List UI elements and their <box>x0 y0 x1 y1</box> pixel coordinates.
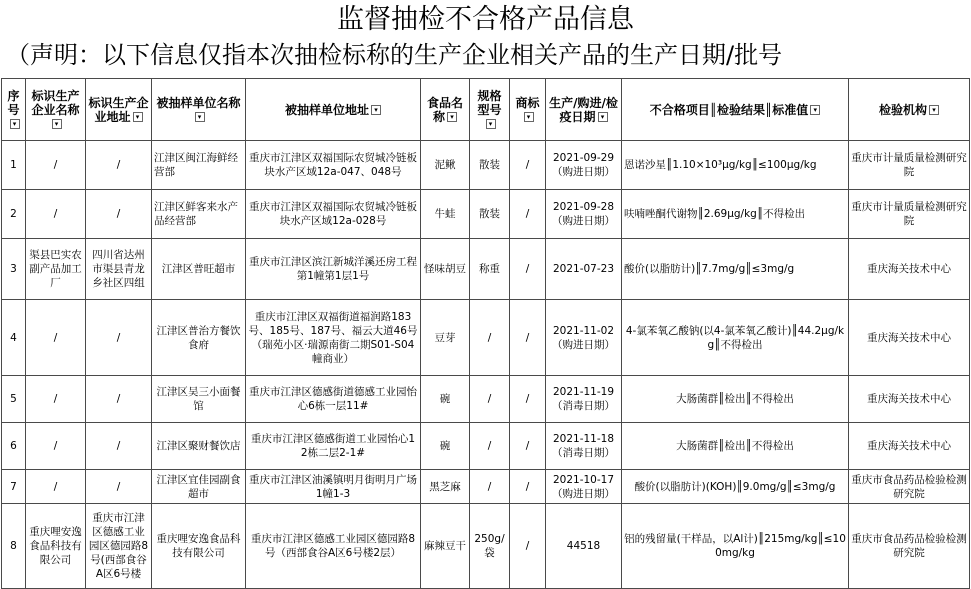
col-header-brand[interactable]: 商标▾ <box>510 79 546 141</box>
cell-spec[interactable]: 称重 <box>470 239 510 300</box>
filter-dropdown-icon: ▾ <box>929 105 939 115</box>
cell-agency[interactable]: 重庆市食品药品检验检测研究院 <box>849 470 970 504</box>
cell-seq[interactable]: 3 <box>2 239 26 300</box>
cell-agency[interactable]: 重庆海关技术中心 <box>849 376 970 423</box>
cell-brand[interactable]: / <box>510 300 546 376</box>
cell-unit-addr[interactable]: 重庆市江津区油溪镇明月街明月广场1幢1-3 <box>246 470 421 504</box>
cell-mfr-name[interactable]: / <box>26 190 86 239</box>
col-header-unit-addr[interactable]: 被抽样单位地址 ▾ <box>246 79 421 141</box>
col-header-unit-name[interactable]: 被抽样单位名称▾ <box>152 79 246 141</box>
cell-date[interactable]: 2021-11-18（消毒日期） <box>546 423 622 470</box>
cell-unit-addr[interactable]: 重庆市江津区德感街道德感工业园怡心6栋一层11# <box>246 376 421 423</box>
page-title: 监督抽检不合格产品信息 <box>337 4 634 35</box>
cell-mfr-addr[interactable]: / <box>86 376 152 423</box>
cell-unit-name[interactable]: 江津区宜佳园副食超市 <box>152 470 246 504</box>
cell-unit-name[interactable]: 江津区吴三小面餐馆 <box>152 376 246 423</box>
cell-agency[interactable]: 重庆海关技术中心 <box>849 239 970 300</box>
cell-unit-name[interactable]: 江津区普治方餐饮食府 <box>152 300 246 376</box>
cell-unit-name[interactable]: 江津区聚财餐饮店 <box>152 423 246 470</box>
cell-date[interactable]: 44518 <box>546 504 622 589</box>
cell-agency[interactable]: 重庆海关技术中心 <box>849 423 970 470</box>
cell-food-name[interactable]: 碗 <box>421 376 470 423</box>
cell-item[interactable]: 恩诺沙星║1.10×10³μg/kg║≤100μg/kg <box>622 141 849 190</box>
cell-unit-addr[interactable]: 重庆市江津区双福街道福润路183号、185号、187号、福云大道46号（瑞苑小区·瑞源南街二期S01-S04幢商业） <box>246 300 421 376</box>
table-row <box>2 190 970 239</box>
cell-food-name[interactable]: 泥鳅 <box>421 141 470 190</box>
table-row <box>2 376 970 423</box>
cell-brand[interactable]: / <box>510 190 546 239</box>
table-row <box>2 470 970 504</box>
cell-item[interactable]: 4-氯苯氧乙酸钠(以4-氯苯氧乙酸计)║44.2μg/kg║不得检出 <box>622 300 849 376</box>
cell-mfr-addr[interactable]: / <box>86 141 152 190</box>
cell-date[interactable]: 2021-11-19（消毒日期） <box>546 376 622 423</box>
cell-spec[interactable]: / <box>470 376 510 423</box>
cell-agency[interactable]: 重庆市计量质量检测研究院 <box>849 141 970 190</box>
cell-mfr-addr[interactable]: / <box>86 470 152 504</box>
cell-mfr-name[interactable]: / <box>26 376 86 423</box>
cell-unit-name[interactable]: 江津区鲜客来水产品经营部 <box>152 190 246 239</box>
cell-unit-name[interactable]: 江津区闽江海鲜经营部 <box>152 141 246 190</box>
cell-unit-addr[interactable]: 重庆市江津区滨江新城洋溪还房工程第1幢第1层1号 <box>246 239 421 300</box>
cell-seq[interactable]: 1 <box>2 141 26 190</box>
cell-food-name[interactable]: 牛蛙 <box>421 190 470 239</box>
cell-spec[interactable]: 散装 <box>470 141 510 190</box>
col-header-food-name[interactable]: 食品名称 ▾ <box>421 79 470 141</box>
cell-brand[interactable]: / <box>510 504 546 589</box>
cell-food-name[interactable]: 豆芽 <box>421 300 470 376</box>
col-header-agency[interactable]: 检验机构 ▾ <box>849 79 970 141</box>
table-row <box>2 423 970 470</box>
filter-dropdown-icon: ▾ <box>524 112 534 122</box>
cell-date[interactable]: 2021-09-28（购进日期） <box>546 190 622 239</box>
cell-date[interactable]: 2021-11-02（购进日期） <box>546 300 622 376</box>
cell-unit-addr[interactable]: 重庆市江津区双福国际农贸城冷链板块水产区域12a-028号 <box>246 190 421 239</box>
cell-seq[interactable]: 6 <box>2 423 26 470</box>
cell-unit-addr[interactable]: 重庆市江津区德感街道工业园怡心12栋二层2-1# <box>246 423 421 470</box>
cell-item[interactable]: 呋喃唑酮代谢物║2.69μg/kg║不得检出 <box>622 190 849 239</box>
cell-mfr-addr[interactable]: / <box>86 300 152 376</box>
cell-mfr-name[interactable]: / <box>26 141 86 190</box>
cell-unit-name[interactable]: 江津区普旺超市 <box>152 239 246 300</box>
cell-item[interactable]: 酸价(以脂肪计)(KOH)║9.0mg/g║≤3mg/g <box>622 470 849 504</box>
cell-brand[interactable]: / <box>510 239 546 300</box>
filter-dropdown-icon: ▾ <box>10 119 20 129</box>
cell-brand[interactable]: / <box>510 141 546 190</box>
cell-brand[interactable]: / <box>510 376 546 423</box>
cell-spec[interactable]: / <box>470 423 510 470</box>
cell-mfr-addr[interactable]: / <box>86 423 152 470</box>
cell-spec[interactable]: 250g/袋 <box>470 504 510 589</box>
cell-spec[interactable]: / <box>470 470 510 504</box>
cell-item[interactable]: 铝的残留量(干样品，以Al计)║215mg/kg║≤100mg/kg <box>622 504 849 589</box>
cell-food-name[interactable]: 麻辣豆干 <box>421 504 470 589</box>
cell-mfr-name[interactable]: 重庆哩安逸食品科技有限公司 <box>26 504 86 589</box>
cell-mfr-addr[interactable]: / <box>86 190 152 239</box>
cell-agency[interactable]: 重庆市食品药品检验检测研究院 <box>849 504 970 589</box>
filter-dropdown-icon: ▾ <box>195 112 205 122</box>
unqualified-products-table <box>1 78 970 589</box>
col-header-seq[interactable]: 序号▾ <box>2 79 26 141</box>
filter-dropdown-icon: ▾ <box>52 119 62 129</box>
disclaimer: （声明：以下信息仅指本次抽检标称的生产企业相关产品的生产日期/批号 <box>6 41 783 69</box>
cell-seq[interactable]: 7 <box>2 470 26 504</box>
cell-mfr-addr[interactable]: 重庆市江津区德感工业园区德园路8号(西部食谷A区6号楼 <box>86 504 152 589</box>
cell-unit-addr[interactable]: 重庆市江津区德感工业园区德园路8号（西部食谷A区6号楼2层） <box>246 504 421 589</box>
cell-date[interactable]: 2021-10-17（购进日期） <box>546 470 622 504</box>
cell-food-name[interactable]: 黑芝麻 <box>421 470 470 504</box>
cell-item[interactable]: 酸价(以脂肪计)║7.7mg/g║≤3mg/g <box>622 239 849 300</box>
table-row <box>2 504 970 589</box>
header-row <box>2 79 970 141</box>
cell-mfr-addr[interactable]: 四川省达州市渠县青龙乡社区四组 <box>86 239 152 300</box>
cell-mfr-name[interactable]: 渠县巴实农副产品加工厂 <box>26 239 86 300</box>
filter-dropdown-icon: ▾ <box>486 119 496 129</box>
cell-date[interactable]: 2021-09-29（购进日期） <box>546 141 622 190</box>
col-header-date[interactable]: 生产/购进/检疫日期 ▾ <box>546 79 622 141</box>
cell-date[interactable]: 2021-07-23 <box>546 239 622 300</box>
cell-seq[interactable]: 8 <box>2 504 26 589</box>
table-row <box>2 239 970 300</box>
cell-mfr-name[interactable]: / <box>26 300 86 376</box>
filter-dropdown-icon: ▾ <box>371 105 381 115</box>
filter-dropdown-icon: ▾ <box>133 112 143 122</box>
cell-food-name[interactable]: 怪味胡豆 <box>421 239 470 300</box>
table-row <box>2 141 970 190</box>
cell-food-name[interactable]: 碗 <box>421 423 470 470</box>
table-row <box>2 300 970 376</box>
col-header-mfr-name[interactable]: 标识生产企业名称▾ <box>26 79 86 141</box>
cell-item[interactable]: 大肠菌群║检出║不得检出 <box>622 423 849 470</box>
cell-unit-addr[interactable]: 重庆市江津区双福国际农贸城冷链板块水产区域12a-047、048号 <box>246 141 421 190</box>
cell-agency[interactable]: 重庆海关技术中心 <box>849 300 970 376</box>
cell-mfr-name[interactable]: / <box>26 423 86 470</box>
cell-brand[interactable]: / <box>510 470 546 504</box>
cell-agency[interactable]: 重庆市计量质量检测研究院 <box>849 190 970 239</box>
col-header-mfr-addr[interactable]: 标识生产企业地址 ▾ <box>86 79 152 141</box>
cell-spec[interactable]: / <box>470 300 510 376</box>
col-header-item[interactable]: 不合格项目║检验结果║标准值 ▾ <box>622 79 849 141</box>
cell-brand[interactable]: / <box>510 423 546 470</box>
filter-dropdown-icon: ▾ <box>598 112 608 122</box>
filter-dropdown-icon: ▾ <box>810 105 820 115</box>
cell-seq[interactable]: 4 <box>2 300 26 376</box>
cell-mfr-name[interactable]: / <box>26 470 86 504</box>
cell-spec[interactable]: 散装 <box>470 190 510 239</box>
cell-seq[interactable]: 5 <box>2 376 26 423</box>
filter-dropdown-icon: ▾ <box>447 112 457 122</box>
col-header-spec[interactable]: 规格型号▾ <box>470 79 510 141</box>
cell-item[interactable]: 大肠菌群║检出║不得检出 <box>622 376 849 423</box>
cell-seq[interactable]: 2 <box>2 190 26 239</box>
cell-unit-name[interactable]: 重庆哩安逸食品科技有限公司 <box>152 504 246 589</box>
